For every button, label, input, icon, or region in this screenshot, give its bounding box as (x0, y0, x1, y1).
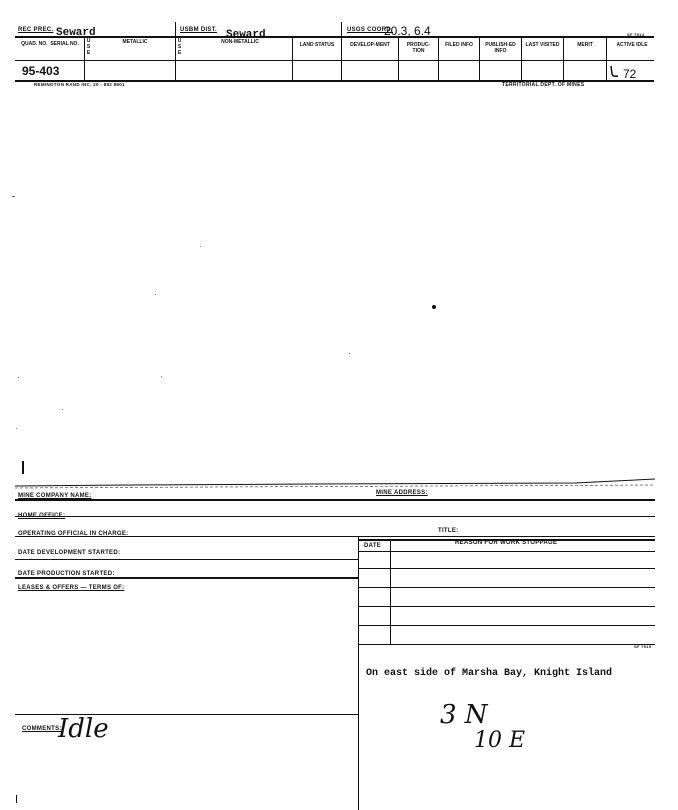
col-development: DEVELOP-MENT (350, 42, 390, 48)
col-production: PRODUC-TION (406, 42, 431, 54)
bracket-mark-icon (608, 64, 622, 80)
comments-label: COMMENTS: (22, 726, 62, 732)
quad-serial-value: 95-403 (22, 64, 60, 78)
usgs-coord-value: 20.3, 6.4 (384, 24, 431, 38)
scan-speck (200, 246, 201, 247)
col-use-1: U S E (86, 38, 91, 56)
usgs-coord-label: USGS COORD. (347, 27, 393, 33)
col-quad-no: QUAD. NO. (21, 41, 48, 47)
scan-speck (62, 409, 63, 410)
mine-company-name-label: MINE COMPANY NAME: (18, 493, 92, 499)
usbm-dist-label: USBM DIST. (180, 27, 218, 33)
handwritten-coords-2: 10 E (474, 728, 526, 753)
scan-speck (155, 294, 156, 295)
date-production-label: DATE PRODUCTION STARTED: (18, 571, 115, 577)
card-edge (15, 476, 657, 492)
col-non-metallic: NON-METALLIC (221, 39, 259, 45)
col-last-visited: LAST VISITED (525, 42, 560, 48)
col-filed-info: FILED INFO (445, 42, 473, 48)
department-label: TERRITORIAL DEPT. OF MINES (502, 82, 585, 88)
active-idle-value: 72 (623, 67, 637, 81)
printer-line: REMINGTON RAND INC. 20 - 882 8801 (34, 82, 125, 87)
handwritten-coords-1: 3 N (440, 700, 488, 730)
col-use-2: U S E (177, 38, 182, 56)
title-label: TITLE: (438, 528, 459, 534)
usbm-dist-value: Seward (226, 29, 266, 41)
scan-speck (18, 377, 19, 378)
form-code-top: SF 7914 (627, 32, 645, 37)
scan-speck (349, 353, 350, 354)
col-active-idle: ACTIVE IDLE (616, 42, 648, 48)
rec-prec-label: REC PREC. (18, 27, 54, 33)
col-merit: MERIT (577, 42, 593, 48)
date-development-label: DATE DEVELOPMENT STARTED: (18, 550, 121, 556)
scan-speck (432, 305, 436, 309)
col-metallic: METALLIC (122, 39, 148, 45)
scan-speck (12, 196, 15, 197)
stoppage-date-header: DATE (364, 543, 382, 549)
comments-value: Idle (58, 714, 109, 744)
home-office-label: HOME OFFICE: (18, 513, 66, 519)
stoppage-reason-header: REASON FOR WORK STOPPAGE (455, 540, 558, 546)
mine-address-label: MINE ADDRESS: (376, 490, 428, 496)
location-note: On east side of Marsha Bay, Knight Island (366, 668, 613, 679)
col-land-status: LAND STATUS (299, 42, 335, 48)
leases-label: LEASES & OFFERS — TERMS OF: (18, 585, 125, 591)
col-serial-no: SERIAL NO. (50, 41, 79, 47)
col-published-info: PUBLISH-ED INFO (485, 42, 516, 54)
form-code-bottom: SF 7915 (634, 644, 652, 649)
rec-prec-value: Seward (56, 27, 96, 39)
col-quad-serial (18, 41, 82, 47)
scan-speck (161, 376, 162, 377)
operating-official-label: OPERATING OFFICIAL IN CHARGE: (18, 531, 129, 537)
scan-speck (16, 428, 17, 429)
